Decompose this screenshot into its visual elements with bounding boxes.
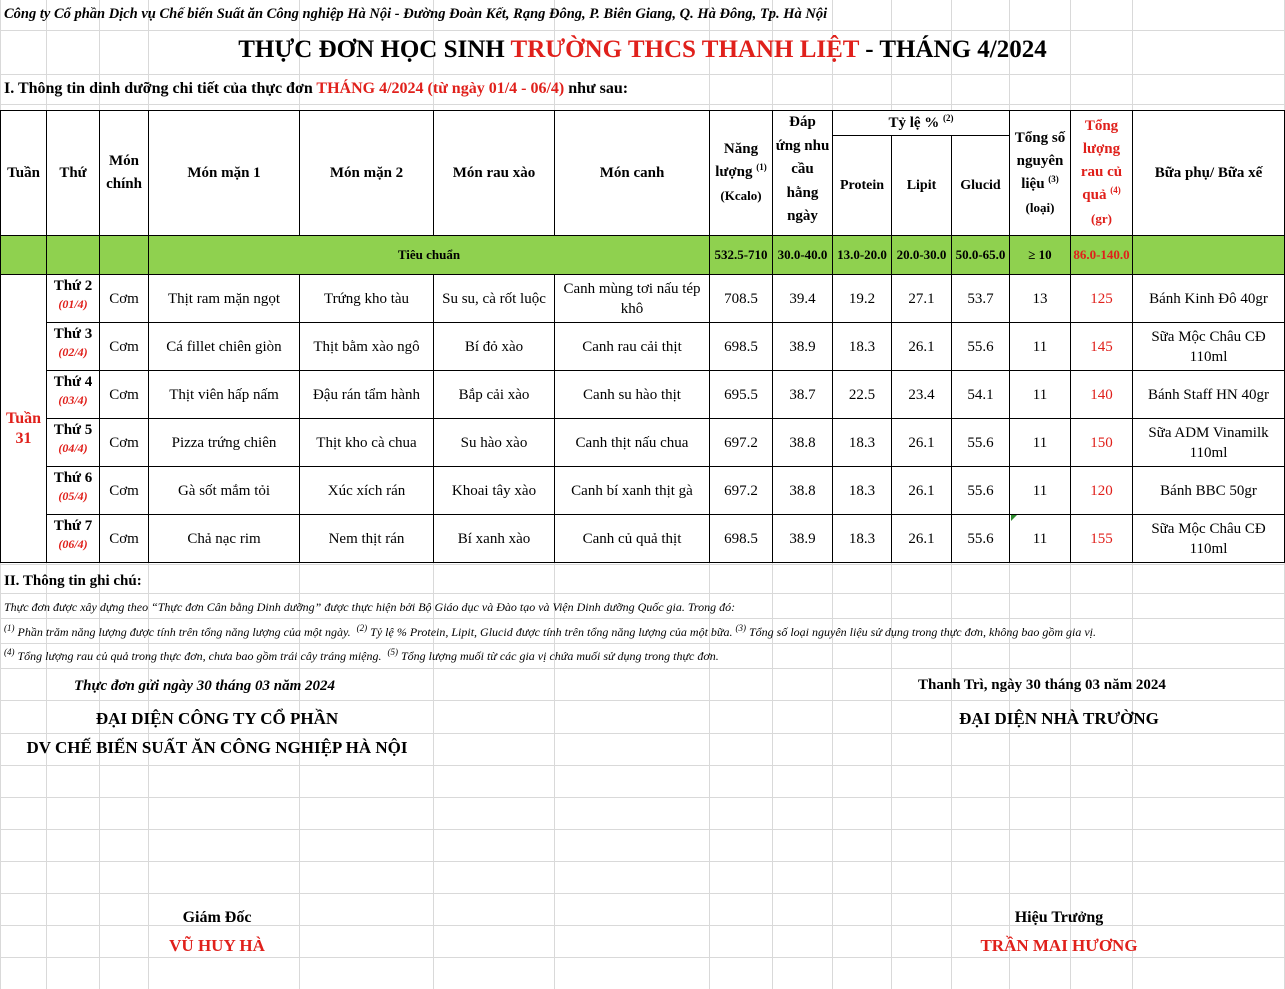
table-row — [1, 515, 1285, 563]
day-label: Thứ 3 — [53, 326, 93, 342]
day-date: (03/4) — [58, 393, 88, 407]
table-row — [1, 323, 1285, 371]
protein-cell: 19.2 — [833, 275, 892, 323]
lipit-cell: 26.1 — [892, 323, 952, 371]
day-cell — [47, 515, 100, 563]
note-intro: Thực đơn được xây dựng theo “Thực đơn Cân bằng Dinh dưỡng” được thực hiện bởi Bộ Giáo dục và Đào tạo và Viện Dinh dưỡng Quốc gia. Trong đó: — [4, 600, 736, 614]
veg-total-cell: 125 — [1071, 275, 1133, 323]
main-dish-cell: Cơm — [100, 515, 149, 563]
day-label: Thứ 4 — [53, 374, 93, 390]
header-meets-daily: Đáp ứng nhu cầu hằng ngày — [773, 111, 833, 236]
header-veg-total: Tổng lượng rau củ quả $^{(4)}$ (gr) — [1071, 111, 1133, 236]
standard-ingredients: ≥ 10 — [1010, 236, 1071, 275]
standard-lipit: 20.0-30.0 — [892, 236, 952, 275]
meets-cell: 38.9 — [773, 323, 833, 371]
header-main-dish: Món chính — [100, 111, 149, 236]
savory-2-cell: Đậu rán tẩm hành — [300, 371, 434, 419]
ingredients-cell: 11 — [1010, 371, 1071, 419]
header-energy: Năng lượng $^{(1)}$ (Kcalo) — [710, 111, 773, 236]
standard-energy: 532.5-710 — [710, 236, 773, 275]
soup-cell: Canh su hào thịt — [555, 371, 710, 419]
snack-cell: Sữa Mộc Châu CĐ 110ml — [1133, 515, 1285, 563]
lipit-cell: 26.1 — [892, 515, 952, 563]
place-date: Thanh Trì, ngày 30 tháng 03 năm 2024 — [918, 677, 1166, 693]
table-row — [1, 419, 1285, 467]
table-row — [1, 371, 1285, 419]
company-rep-line-1: ĐẠI DIỆN CÔNG TY CỔ PHẦN — [95, 709, 339, 728]
day-cell — [47, 275, 100, 323]
veg-total-cell: 150 — [1071, 419, 1133, 467]
savory-2-cell: Thịt kho cà chua — [300, 419, 434, 467]
standard-glucid: 50.0-65.0 — [952, 236, 1010, 275]
meets-cell: 38.9 — [773, 515, 833, 563]
header-row-1 — [1, 111, 1285, 136]
stirfry-cell: Khoai tây xào — [434, 467, 555, 515]
veg-total-cell: 155 — [1071, 515, 1133, 563]
glucid-cell: 55.6 — [952, 515, 1010, 563]
protein-cell: 18.3 — [833, 515, 892, 563]
sent-date: Thực đơn gửi ngày 30 tháng 03 năm 2024 — [74, 678, 336, 694]
snack-cell: Bánh Kinh Đô 40gr — [1133, 275, 1285, 323]
header-day: Thứ — [47, 111, 100, 236]
lipit-cell: 26.1 — [892, 419, 952, 467]
soup-cell: Canh thịt nấu chua — [555, 419, 710, 467]
energy-cell: 708.5 — [710, 275, 773, 323]
snack-cell: Bánh Staff HN 40gr — [1133, 371, 1285, 419]
company-signer-role: Giám Đốc — [182, 909, 252, 926]
protein-cell: 22.5 — [833, 371, 892, 419]
ingredients-cell: 13 — [1010, 275, 1071, 323]
glucid-cell: 55.6 — [952, 323, 1010, 371]
section-1-suffix: như sau: — [564, 80, 629, 97]
header-protein: Protein — [833, 136, 892, 236]
company-rep-line-2: DV CHẾ BIẾN SUẤT ĂN CÔNG NGHIỆP HÀ NỘI — [26, 738, 408, 757]
title-part-3: - THÁNG 4/2024 — [859, 36, 1047, 63]
ingredients-cell: 11 — [1010, 323, 1071, 371]
veg-total-cell: 120 — [1071, 467, 1133, 515]
snack-cell: Sữa ADM Vinamilk 110ml — [1133, 419, 1285, 467]
nutrition-table — [0, 110, 1285, 563]
header-snack: Bữa phụ/ Bữa xế — [1133, 111, 1285, 236]
day-date: (04/4) — [58, 441, 88, 455]
standard-label: Tiêu chuẩn — [149, 236, 710, 275]
stirfry-cell: Su su, cà rốt luộc — [434, 275, 555, 323]
header-week: Tuần — [1, 111, 47, 236]
standard-protein: 13.0-20.0 — [833, 236, 892, 275]
main-dish-cell: Cơm — [100, 467, 149, 515]
note-line-3: $^{(4)}$ Tổng lượng rau củ quả trong thực đơn, chưa bao gồm trái cây tráng miệng. $^{(5)}$ Tổng lượng muối từ các gia vị chứa muối sử dụng trong thực đơn. — [4, 647, 719, 663]
soup-cell: Canh mùng tơi nấu tép khô — [555, 275, 710, 323]
meets-cell: 38.8 — [773, 467, 833, 515]
section-1-period: THÁNG 4/2024 (từ ngày 01/4 - 06/4) — [316, 80, 565, 97]
savory-1-cell: Gà sốt mắm tỏi — [149, 467, 300, 515]
header-ratio: Tỷ lệ % $^{(2)}$ — [833, 111, 1010, 136]
note-line-2: $^{(1)}$ Phần trăm năng lượng được tính trên tổng năng lượng của một ngày. $^{(2)}$ Tỷ lệ % Protein, Lipit, Glucid được tính trên tổng năng lượng của một bữa. $^{(3)}$ Tổng số loại nguyên liệu sử dụng trong thực đơn, không bao gồm gia vị. — [4, 623, 1097, 639]
section-1-heading — [4, 80, 628, 98]
day-label: Thứ 5 — [53, 422, 93, 438]
title-part-1: THỰC ĐƠN HỌC SINH — [238, 36, 511, 63]
savory-2-cell: Xúc xích rán — [300, 467, 434, 515]
stirfry-cell: Bắp cải xào — [434, 371, 555, 419]
day-cell — [47, 371, 100, 419]
standard-veg: 86.0-140.0 — [1071, 236, 1133, 275]
protein-cell: 18.3 — [833, 419, 892, 467]
soup-cell: Canh bí xanh thịt gà — [555, 467, 710, 515]
header-glucid: Glucid — [952, 136, 1010, 236]
meets-cell: 39.4 — [773, 275, 833, 323]
section-2-heading: II. Thông tin ghi chú: — [4, 573, 142, 589]
page-title — [0, 36, 1285, 64]
veg-total-cell: 145 — [1071, 323, 1133, 371]
day-cell — [47, 467, 100, 515]
stirfry-cell: Su hào xào — [434, 419, 555, 467]
day-cell — [47, 323, 100, 371]
energy-cell: 698.5 — [710, 515, 773, 563]
standard-meets: 30.0-40.0 — [773, 236, 833, 275]
main-dish-cell: Cơm — [100, 371, 149, 419]
company-signer-name: VŨ HUY HÀ — [169, 936, 265, 955]
meets-cell: 38.8 — [773, 419, 833, 467]
veg-total-cell: 140 — [1071, 371, 1133, 419]
lipit-cell: 27.1 — [892, 275, 952, 323]
day-date: (02/4) — [58, 345, 88, 359]
soup-cell: Canh rau cải thịt — [555, 323, 710, 371]
energy-cell: 698.5 — [710, 323, 773, 371]
main-dish-cell: Cơm — [100, 419, 149, 467]
school-rep: ĐẠI DIỆN NHÀ TRƯỜNG — [959, 709, 1159, 728]
header-savory-2: Món mặn 2 — [300, 111, 434, 236]
school-signer-name: TRẦN MAI HƯƠNG — [980, 936, 1138, 955]
table-row — [1, 467, 1285, 515]
protein-cell: 18.3 — [833, 467, 892, 515]
savory-1-cell: Thịt ram mặn ngọt — [149, 275, 300, 323]
glucid-cell: 54.1 — [952, 371, 1010, 419]
savory-1-cell: Cá fillet chiên giòn — [149, 323, 300, 371]
title-school: TRƯỜNG THCS THANH LIỆT — [510, 36, 859, 63]
savory-2-cell: Trứng kho tàu — [300, 275, 434, 323]
savory-1-cell: Pizza trứng chiên — [149, 419, 300, 467]
stirfry-cell: Bí đỏ xào — [434, 323, 555, 371]
ingredients-cell: 11 — [1010, 419, 1071, 467]
day-label: Thứ 7 — [53, 518, 93, 534]
energy-cell: 697.2 — [710, 419, 773, 467]
main-dish-cell: Cơm — [100, 323, 149, 371]
meets-cell: 38.7 — [773, 371, 833, 419]
lipit-cell: 26.1 — [892, 467, 952, 515]
ingredients-cell: 11 — [1010, 467, 1071, 515]
savory-2-cell: Nem thịt rán — [300, 515, 434, 563]
savory-1-cell: Thịt viên hấp nấm — [149, 371, 300, 419]
comment-indicator — [1011, 515, 1017, 521]
snack-cell: Bánh BBC 50gr — [1133, 467, 1285, 515]
header-lipit: Lipit — [892, 136, 952, 236]
protein-cell: 18.3 — [833, 323, 892, 371]
main-dish-cell: Cơm — [100, 275, 149, 323]
stirfry-cell: Bí xanh xào — [434, 515, 555, 563]
snack-cell: Sữa Mộc Châu CĐ 110ml — [1133, 323, 1285, 371]
header-stirfry: Món rau xào — [434, 111, 555, 236]
table-row — [1, 275, 1285, 323]
glucid-cell: 53.7 — [952, 275, 1010, 323]
company-header: Công ty Cổ phần Dịch vụ Chế biến Suất ăn Công nghiệp Hà Nội - Đường Đoàn Kết, Rạng Đông, P. Biên Giang, Q. Hà Đông, Tp. Hà Nội — [4, 6, 828, 22]
day-label: Thứ 2 — [53, 278, 93, 294]
header-savory-1: Món mặn 1 — [149, 111, 300, 236]
week-label: Tuần 31 — [1, 275, 47, 563]
glucid-cell: 55.6 — [952, 467, 1010, 515]
energy-cell: 695.5 — [710, 371, 773, 419]
header-soup: Món canh — [555, 111, 710, 236]
day-date: (01/4) — [58, 297, 88, 311]
section-1-prefix: I. Thông tin dinh dưỡng chi tiết của thực đơn — [4, 80, 317, 97]
glucid-cell: 55.6 — [952, 419, 1010, 467]
savory-2-cell: Thịt bằm xào ngô — [300, 323, 434, 371]
day-cell — [47, 419, 100, 467]
day-date: (06/4) — [58, 537, 88, 551]
energy-cell: 697.2 — [710, 467, 773, 515]
day-date: (05/4) — [58, 489, 88, 503]
standard-row — [1, 236, 1285, 275]
school-signer-role: Hiệu Trưởng — [1014, 909, 1104, 926]
lipit-cell: 23.4 — [892, 371, 952, 419]
soup-cell: Canh củ quả thịt — [555, 515, 710, 563]
savory-1-cell: Chả nạc rim — [149, 515, 300, 563]
ingredients-cell: 11 — [1010, 515, 1071, 563]
header-ingredients: Tổng số nguyên liệu $^{(3)}$ (loại) — [1010, 111, 1071, 236]
day-label: Thứ 6 — [53, 470, 93, 486]
